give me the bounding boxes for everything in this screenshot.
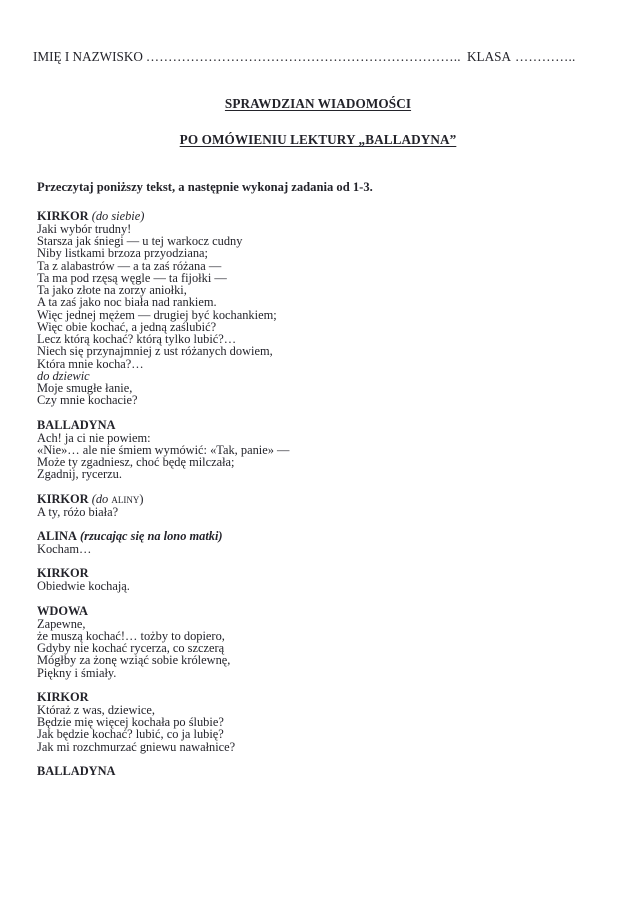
class-label: KLASA xyxy=(467,49,511,64)
verse-line: Starsza jak śniegi — u tej warkocz cudny xyxy=(37,234,243,249)
page-title-text: SPRAWDZIAN WIADOMOŚCI xyxy=(224,96,412,111)
speech-block xyxy=(37,691,457,753)
student-identity-line xyxy=(33,49,603,65)
speaker-label: KIRKOR xyxy=(37,491,89,506)
speaker-name xyxy=(37,605,457,618)
speaker-name xyxy=(37,530,457,543)
verse-line: Piękny i śmiały. xyxy=(37,665,117,680)
speaker-label: ALINA xyxy=(37,529,77,544)
verse-line: A ta zaś jako noc biała nad rankiem. xyxy=(37,295,217,310)
verse-line: Będzie mię więcej kochała po ślubie? xyxy=(37,715,224,730)
literary-excerpt xyxy=(37,210,457,778)
verse-line: Więc jednej mężem — drugiej być kochankiem; xyxy=(37,307,277,322)
verse-line: Jak mi rozchmurzać gniewu nawałnice? xyxy=(37,739,236,754)
verse-line: Niby listkami brzoza przyodziana; xyxy=(37,246,209,261)
verse-line: Obiedwie kochają. xyxy=(37,579,130,594)
speech-block xyxy=(37,210,457,407)
verse-line: Która mnie kocha?… xyxy=(37,356,144,371)
speaker-label: KIRKOR xyxy=(37,566,89,581)
verse-line: Zapewne, xyxy=(37,616,86,631)
task-instruction: Przeczytaj poniższy tekst, a następnie wykonaj zadania od 1-3. xyxy=(37,180,373,194)
page-subtitle xyxy=(0,132,636,148)
name-fill-in-dots[interactable]: …………………………………………………………….. xyxy=(145,49,461,64)
verse-line: Gdyby nie kochać rycerza, co szczerą xyxy=(37,641,225,656)
speaker-label: WDOWA xyxy=(37,603,88,618)
speech-block xyxy=(37,605,457,679)
speaker-label: BALLADYNA xyxy=(37,764,116,779)
verse-line: Ta z alabastrów — a ta zaś różana — xyxy=(37,258,222,273)
speaker-label: KIRKOR xyxy=(37,690,89,705)
verse-line: Któraż z was, dziewice, xyxy=(37,702,155,717)
page-subtitle-text: PO OMÓWIENIU LEKTURY „BALLADYNA” xyxy=(179,132,457,147)
speaker-name xyxy=(37,493,457,506)
name-label: IMIĘ I NAZWISKO xyxy=(33,49,143,64)
stage-direction-line: do dziewic xyxy=(37,368,90,383)
speech-block xyxy=(37,419,457,481)
speaker-name xyxy=(37,691,457,704)
speaker-label: BALLADYNA xyxy=(37,417,116,432)
speech-block xyxy=(37,765,457,778)
verse-line: Niech się przynajmniej z ust różanych dowiem, xyxy=(37,344,273,359)
page-title xyxy=(0,96,636,112)
verse-line: Kocham… xyxy=(37,541,92,556)
verse-line: Jak będzie kochać? lubić, co ja lubię? xyxy=(37,727,224,742)
speaker-name xyxy=(37,210,457,223)
stage-direction: (do siebie) xyxy=(88,209,145,223)
stage-direction: (do xyxy=(88,491,112,506)
verse-line: Może ty zgadniesz, choć będę milczała; xyxy=(37,455,235,470)
verse-line: Jaki wybór trudny! xyxy=(37,221,132,236)
class-fill-in-dots[interactable]: ………….. xyxy=(515,49,576,64)
verse-line: Ach! ja ci nie powiem: xyxy=(37,430,151,445)
verse-line: Ta ma pod rzęsą węgle — ta fijołki — xyxy=(37,270,227,285)
verse-line: «Nie»… ale nie śmiem wymówić: «Tak, panie» — xyxy=(37,442,290,457)
speaker-label: KIRKOR xyxy=(37,209,89,223)
speech-block xyxy=(37,530,457,555)
stage-direction-character: aliny) xyxy=(111,491,144,506)
verse-line: Moje smugłe łanie, xyxy=(37,381,133,396)
verse-line: że muszą kochać!… tożby to dopiero, xyxy=(37,628,225,643)
verse-line: A ty, różo biała? xyxy=(37,504,119,519)
speaker-name xyxy=(37,765,457,778)
speaker-name xyxy=(37,419,457,432)
verse-line: Lecz którą kochać? którą tylko lubić?… xyxy=(37,332,237,347)
verse-line: Czy mnie kochacie? xyxy=(37,393,138,408)
speech-block xyxy=(37,567,457,592)
verse-line: Mógłby za żonę wziąć sobie królewnę, xyxy=(37,653,231,668)
speech-block xyxy=(37,493,457,518)
stage-direction: (rzucając się na lono matki) xyxy=(76,529,223,544)
verse-line: Zgadnij, rycerzu. xyxy=(37,467,122,482)
verse-line: Więc obie kochać, a jedną zaślubić? xyxy=(37,319,217,334)
verse-line: Ta jako złote na zorzy aniołki, xyxy=(37,283,187,298)
